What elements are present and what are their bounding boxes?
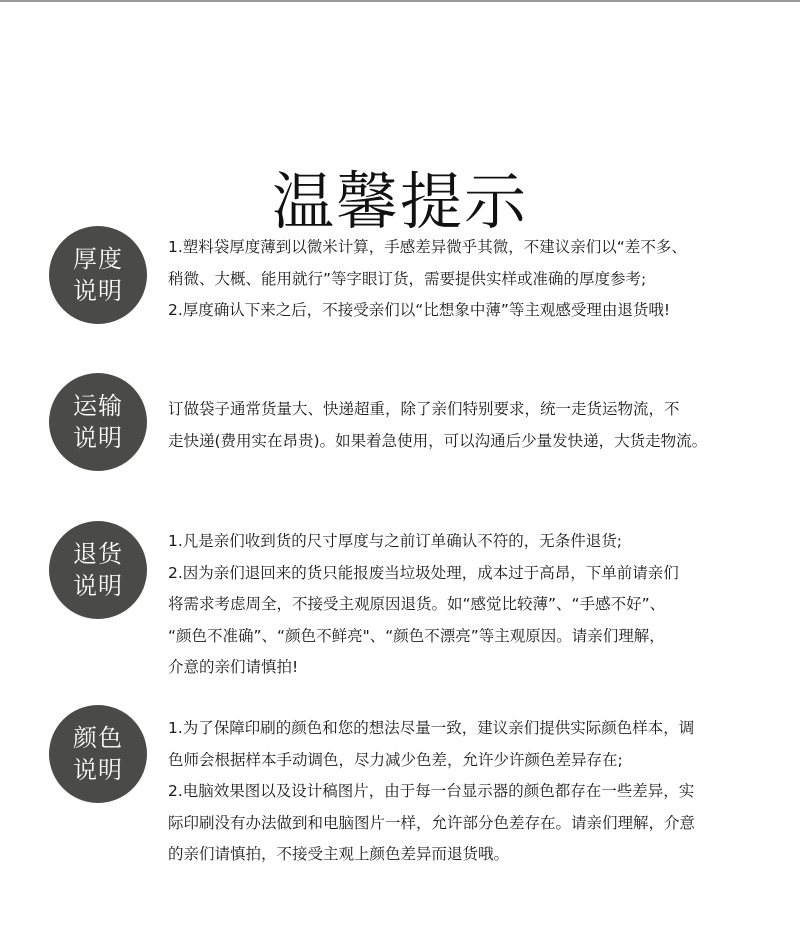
text-line: 1.凡是亲们收到货的尺寸厚度与之前订单确认不符的，无条件退货; bbox=[168, 532, 623, 550]
text-line: 2.电脑效果图以及设计稿图片，由于每一台显示器的颜色都存在一些差异，实 bbox=[168, 782, 695, 800]
shipping-badge bbox=[49, 373, 147, 471]
badge-line-1: 厚度 bbox=[73, 245, 123, 273]
badge-line-2: 说明 bbox=[73, 424, 123, 452]
shipping-text bbox=[168, 394, 768, 457]
thickness-text bbox=[168, 232, 768, 327]
text-line: 1.为了保障印刷的颜色和您的想法尽量一致，建议亲们提供实际颜色样本，调 bbox=[168, 719, 695, 737]
text-line: 的亲们请慎拍，不接受主观上颜色差异而退货哦。 bbox=[168, 845, 510, 863]
returns-badge bbox=[49, 521, 147, 619]
badge-line-1: 退货 bbox=[73, 540, 123, 568]
text-line: 2.厚度确认下来之后，不接受亲们以“比想象中薄”等主观感受理由退货哦! bbox=[168, 301, 671, 319]
badge-line-2: 说明 bbox=[73, 572, 123, 600]
thickness-badge bbox=[49, 226, 147, 324]
color-badge bbox=[49, 705, 147, 803]
text-line: 介意的亲们请慎拍! bbox=[168, 658, 299, 676]
text-line: 订做袋子通常货量大、快递超重，除了亲们特别要求，统一走货运物流，不 bbox=[168, 400, 680, 418]
text-line: 2.因为亲们退回来的货只能报废当垃圾处理，成本过于高昂，下单前请亲们 bbox=[168, 563, 679, 582]
text-line: 走快递(费用实在昂贵)。如果着急使用，可以沟通后少量发快递，大货走物流。 bbox=[168, 431, 708, 450]
color-text bbox=[168, 713, 768, 871]
text-line: 际印刷没有办法做到和电脑图片一样，允许部分色差存在。请亲们理解，介意 bbox=[168, 813, 696, 832]
badge-line-1: 运输 bbox=[73, 392, 123, 420]
text-line: 将需求考虑周全，不接受主观原因退货。如“感觉比较薄”、“手感不好”、 bbox=[168, 595, 666, 613]
returns-text bbox=[168, 526, 768, 684]
top-divider bbox=[0, 0, 800, 2]
badge-line-1: 颜色 bbox=[73, 724, 123, 752]
text-line: 稍微、大概、能用就行”等字眼订货，需要提供实样或准确的厚度参考; bbox=[168, 269, 647, 288]
text-line: 1.塑料袋厚度薄到以微米计算，手感差异微乎其微，不建议亲们以“差不多、 bbox=[168, 238, 687, 256]
page-title: 温馨提示 bbox=[271, 164, 528, 238]
text-line: “颜色不准确”、“颜色不鲜亮"、“颜色不漂亮”等主观原因。请亲们理解， bbox=[168, 626, 665, 645]
badge-line-2: 说明 bbox=[73, 756, 123, 784]
badge-line-2: 说明 bbox=[73, 277, 123, 305]
text-line: 色师会根据样本手动调色，尽力减少色差，允许少许颜色差异存在; bbox=[168, 750, 623, 769]
